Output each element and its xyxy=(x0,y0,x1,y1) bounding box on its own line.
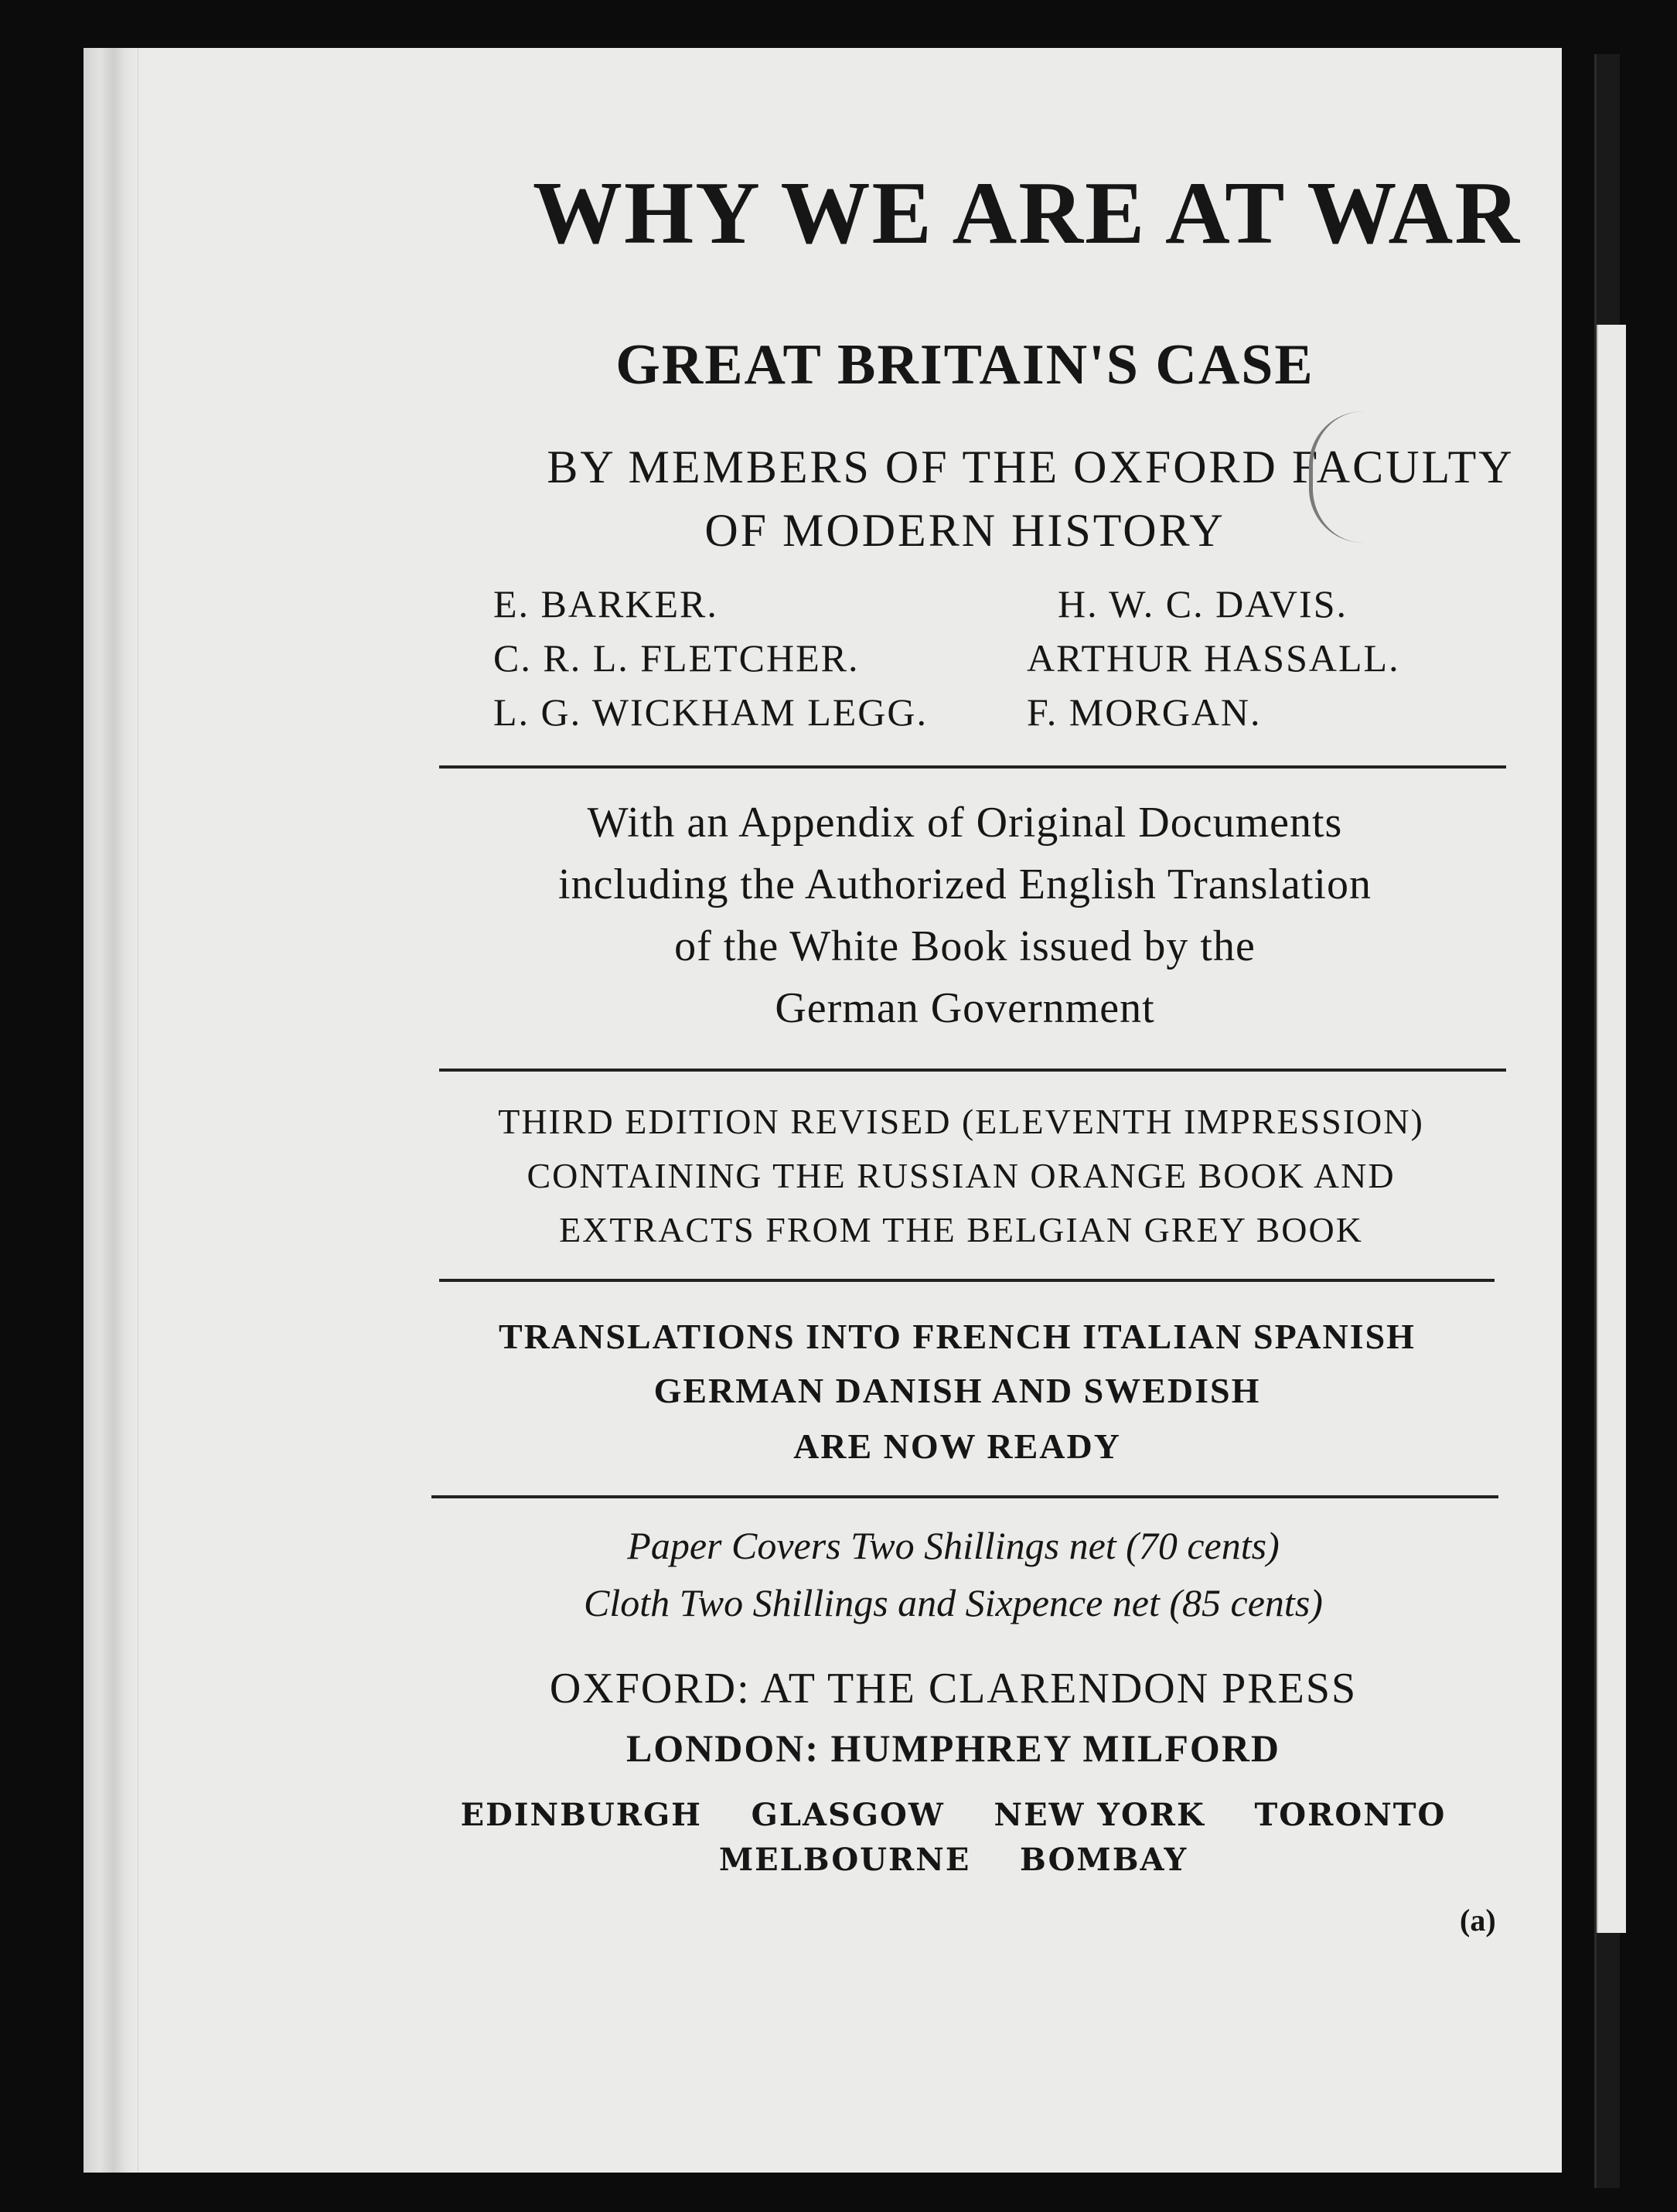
author-hassall: ARTHUR HASSALL. xyxy=(1027,636,1400,680)
author-fletcher: C. R. L. FLETCHER. xyxy=(493,636,860,680)
publisher-cities-1: EDINBURGH GLASGOW NEW YORK TORONTO xyxy=(460,1797,1447,1833)
appendix-line-3: of the White Book issued by the xyxy=(674,922,1256,970)
book-subtitle: GREAT BRITAIN'S CASE xyxy=(615,333,1314,397)
price-cloth: Cloth Two Shillings and Sixpence net (85 cents) xyxy=(584,1581,1323,1624)
edition-line-1: THIRD EDITION REVISED (ELEVENTH IMPRESSION) xyxy=(498,1102,1424,1141)
publisher-oxford: OXFORD: AT THE CLARENDON PRESS xyxy=(549,1665,1358,1713)
byline-line-1: BY MEMBERS OF THE OXFORD FACULTY xyxy=(547,441,1515,493)
edition-line-3: EXTRACTS FROM THE BELGIAN GREY BOOK xyxy=(559,1210,1363,1249)
translations-line-2: GERMAN DANISH AND SWEDISH xyxy=(653,1371,1261,1410)
author-davis: H. W. C. DAVIS. xyxy=(1058,582,1348,625)
author-legg: L. G. WICKHAM LEGG. xyxy=(493,690,929,734)
byline-line-2: OF MODERN HISTORY xyxy=(704,505,1225,556)
translations-line-3: ARE NOW READY xyxy=(793,1426,1121,1466)
page-content xyxy=(439,48,1562,2173)
appendix-line-2: including the Authorized English Translation xyxy=(558,861,1372,908)
page-spine xyxy=(84,48,138,2173)
divider-rule xyxy=(439,1069,1506,1072)
edition-line-2: CONTAINING THE RUSSIAN ORANGE BOOK AND xyxy=(527,1156,1396,1195)
publisher-cities-2: MELBOURNE BOMBAY xyxy=(718,1842,1188,1878)
book-title: WHY WE ARE AT WAR xyxy=(532,164,1522,263)
divider-rule xyxy=(431,1495,1498,1498)
page-signature-mark: (a) xyxy=(1460,1903,1496,1938)
divider-rule xyxy=(439,765,1506,769)
divider-rule xyxy=(439,1279,1495,1282)
book-page xyxy=(84,48,1562,2173)
author-barker: E. BARKER. xyxy=(493,582,718,625)
price-paper-covers: Paper Covers Two Shillings net (70 cents) xyxy=(627,1524,1280,1567)
appendix-line-1: With an Appendix of Original Documents xyxy=(587,799,1343,847)
publisher-london: LONDON: HUMPHREY MILFORD xyxy=(625,1726,1281,1770)
appendix-line-4: German Government xyxy=(775,984,1155,1032)
author-morgan: F. MORGAN. xyxy=(1027,690,1262,734)
translations-line-1: TRANSLATIONS INTO FRENCH ITALIAN SPANISH xyxy=(499,1317,1416,1356)
adjacent-page-paper xyxy=(1597,325,1626,1933)
